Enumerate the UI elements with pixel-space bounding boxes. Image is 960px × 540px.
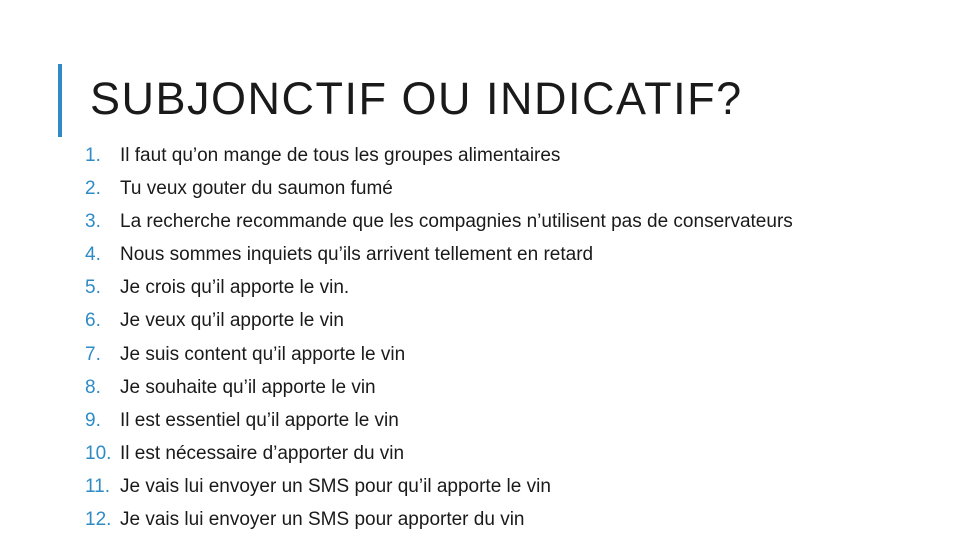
item-text: Je souhaite qu’il apporte le vin — [120, 376, 376, 398]
title-accent-bar — [58, 64, 62, 137]
exercise-list — [85, 139, 793, 536]
list-item — [85, 205, 793, 238]
item-text: La recherche recommande que les compagnies n’utilisent pas de conservateurs — [120, 211, 793, 233]
item-text: Il est essentiel qu’il apporte le vin — [120, 409, 399, 431]
list-item — [85, 172, 793, 205]
list-item — [85, 470, 793, 503]
list-item — [85, 503, 793, 536]
item-number: 12. — [85, 509, 112, 531]
item-text: Je crois qu’il apporte le vin. — [120, 277, 350, 299]
item-text: Je veux qu’il apporte le vin — [120, 310, 344, 332]
list-item — [85, 304, 793, 337]
item-text: Il faut qu’on mange de tous les groupes alimentaires — [120, 145, 561, 166]
item-number: 11. — [85, 475, 111, 497]
item-number: 7. — [85, 343, 101, 365]
item-number: 10. — [85, 442, 112, 464]
item-text: Je suis content qu’il apporte le vin — [120, 343, 406, 365]
list-item — [85, 271, 793, 304]
item-text: Nous sommes inquiets qu’ils arrivent tellement en retard — [120, 244, 594, 266]
list-item — [85, 371, 793, 404]
list-item — [85, 404, 793, 437]
item-number: 2. — [85, 178, 101, 200]
item-text: Il est nécessaire d’apporter du vin — [120, 442, 405, 464]
item-number: 4. — [85, 244, 101, 266]
item-text: Tu veux gouter du saumon fumé — [120, 178, 393, 200]
item-number: 9. — [85, 409, 101, 431]
slide-title: SUBJONCTIF OU INDICATIF? — [90, 73, 743, 124]
item-number: 8. — [85, 376, 101, 398]
list-item — [85, 437, 793, 470]
list-item — [85, 238, 793, 271]
item-number: 5. — [85, 277, 101, 299]
item-number: 3. — [85, 211, 101, 233]
item-number: 1. — [85, 145, 101, 166]
item-number: 6. — [85, 310, 101, 332]
list-item — [85, 139, 793, 172]
item-text: Je vais lui envoyer un SMS pour apporter du vin — [120, 509, 525, 531]
item-text: Je vais lui envoyer un SMS pour qu’il apporte le vin — [120, 475, 551, 497]
list-item — [85, 338, 793, 371]
